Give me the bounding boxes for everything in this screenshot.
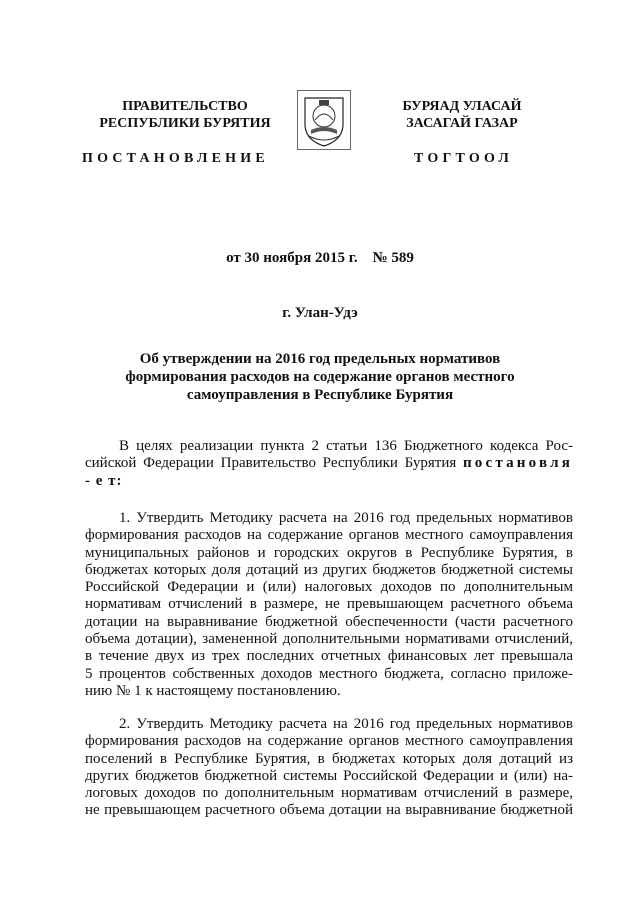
document-title (60, 350, 580, 404)
preamble-paragraph (85, 438, 573, 490)
paragraph-line: нормативам отчислений в размере, не превышающем расчетного объема (85, 596, 573, 613)
paragraph-line: других бюджетов бюджетной системы Российской Федерации и (или) на- (85, 767, 573, 784)
paragraph-line: 5 процентов собственных доходов местного бюджета, согласно приложе- (85, 665, 573, 682)
document-date-number: от 30 ноября 2015 г. № 589 (226, 250, 414, 266)
title-line: Об утверждении на 2016 год предельных нормативов (139, 351, 501, 367)
item-2-paragraph (85, 716, 573, 820)
document-type-russian: ПОСТАНОВЛЕНИЕ (82, 151, 269, 166)
document-type-buryat: ТОГТООЛ (414, 151, 514, 166)
resolves-word: постановля (462, 455, 574, 472)
item-1-paragraph (85, 510, 573, 700)
paragraph-line: в течение двух из трех последних отчетных финансовых лет превышала (85, 648, 573, 665)
issuer-line: ПРАВИТЕЛЬСТВО (122, 99, 248, 114)
resolves-word-end: - е т: (85, 472, 123, 489)
document-city: г. Улан-Удэ (282, 305, 358, 321)
paragraph-line: бюджетах которых доля дотаций из других бюджетов бюджетной системы (85, 561, 573, 578)
paragraph-line: муниципальных районов и городских округов в Республике Бурятия, в (85, 544, 573, 561)
issuer-name-buryat (368, 98, 556, 132)
title-line: формирования расходов на содержание органов местного (125, 369, 515, 385)
paragraph-line: логовых доходов по дополнительным нормативам отчислений в размере, (85, 785, 573, 802)
paragraph-line: объема дотации), замененной дополнительными нормативами отчислений, (85, 631, 573, 648)
paragraph-line: 2. Утвердить Методику расчета на 2016 год предельных нормативов (119, 716, 573, 732)
paragraph-line (85, 455, 573, 472)
coat-of-arms-emblem-icon (297, 90, 351, 150)
paragraph-line: дотации на выравнивание бюджетной обеспеченности (части расчетного (85, 613, 573, 630)
paragraph-line: не превышающем расчетного объема дотации на выравнивание бюджетной (85, 802, 573, 819)
paragraph-line: поселений в Республике Бурятия, в бюджетах которых доля дотаций из (85, 750, 573, 767)
paragraph-line: В целях реализации пункта 2 статьи 136 Бюджетного кодекса Рос- (119, 438, 573, 454)
paragraph-line: 1. Утвердить Методику расчета на 2016 год предельных нормативов (119, 510, 573, 526)
issuer-line: ЗАСАГАЙ ГАЗАР (406, 116, 518, 131)
issuer-line: БУРЯАД УЛАСАЙ (402, 99, 522, 114)
paragraph-line: формирования расходов на содержание органов местного самоуправления (85, 527, 573, 544)
title-line: самоуправления в Республике Бурятия (186, 387, 454, 403)
paragraph-line: Российской Федерации и (или) налоговых доходов по дополнительным (85, 579, 573, 596)
issuer-name-russian (80, 98, 290, 132)
paragraph-line: нию № 1 к настоящему постановлению. (85, 682, 341, 699)
issuer-line: РЕСПУБЛИКИ БУРЯТИЯ (99, 116, 271, 131)
paragraph-line: формирования расходов на содержание органов местного самоуправления (85, 733, 573, 750)
preamble-text: сийской Федерации Правительство Республики Бурятия (85, 455, 457, 472)
